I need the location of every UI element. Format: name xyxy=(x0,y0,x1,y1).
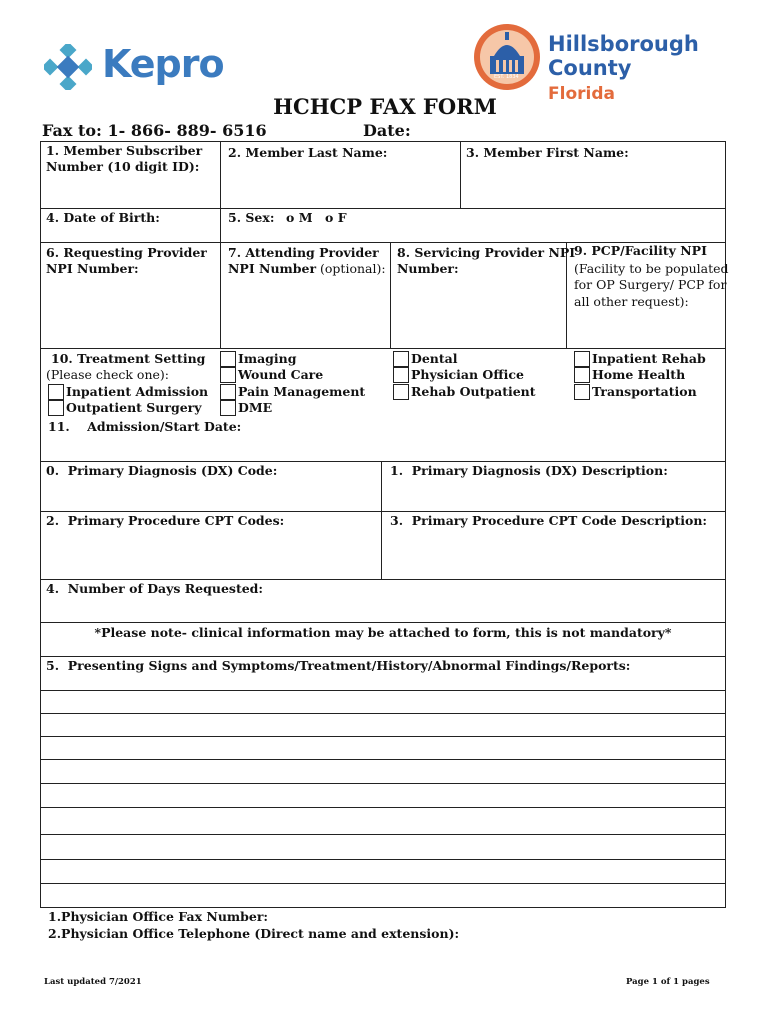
check-one-note: (Please check one): xyxy=(46,367,169,382)
hc-logo-line2: County xyxy=(548,56,632,80)
seal-text: EST. 1834 xyxy=(494,74,519,80)
member-subscriber-label: 1. Member Subscriber xyxy=(46,143,203,158)
outpatient-surgery-checkbox[interactable] xyxy=(48,400,64,416)
treatment-setting-label: 10. Treatment Setting xyxy=(51,351,206,366)
admission-start-date-field[interactable] xyxy=(230,419,724,459)
physician-fax-field[interactable] xyxy=(250,909,724,925)
cpt-codes-field[interactable] xyxy=(41,531,380,578)
days-requested-label: 4. Number of Days Requested: xyxy=(46,581,264,596)
requesting-npi-label: NPI Number: xyxy=(46,261,139,276)
kepro-logo-text: Kepro xyxy=(102,42,224,86)
inpatient-rehab-label: Inpatient Rehab xyxy=(592,351,706,366)
cpt-description-field[interactable] xyxy=(382,531,724,578)
attending-npi-optional: (optional): xyxy=(320,261,386,276)
fax-number: Fax to: 1- 866- 889- 6516 xyxy=(42,121,267,140)
dme-label: DME xyxy=(238,400,273,415)
member-id-label: Number (10 digit ID): xyxy=(46,159,200,174)
inpatient-admission-label: Inpatient Admission xyxy=(66,384,209,399)
physician-telephone-field[interactable] xyxy=(425,926,724,942)
member-last-name-field[interactable] xyxy=(221,162,459,207)
member-first-name-field[interactable] xyxy=(461,162,724,207)
inpatient-rehab-checkbox[interactable] xyxy=(574,351,590,367)
physician-telephone-label: 2.Physician Office Telephone (Direct name and extension): xyxy=(48,926,460,941)
page-number: Page 1 of 1 pages xyxy=(626,977,710,987)
date-label: Date: xyxy=(363,121,411,140)
pcp-npi-field[interactable] xyxy=(567,312,724,347)
requesting-npi-field[interactable] xyxy=(41,280,219,346)
hc-logo-line1: Hillsborough xyxy=(548,32,699,56)
home-health-label: Home Health xyxy=(592,367,686,382)
servicing-npi-label: Number: xyxy=(397,261,459,276)
sex-label: 5. Sex: xyxy=(228,210,275,225)
attending-npi-label: NPI Number xyxy=(228,261,317,276)
transportation-label: Transportation xyxy=(592,384,697,399)
last-updated: Last updated 7/2021 xyxy=(44,977,142,987)
member-last-name-label: 2. Member Last Name: xyxy=(228,145,388,160)
servicing-npi-field[interactable] xyxy=(391,280,565,346)
dental-label: Dental xyxy=(411,351,458,366)
pcp-note-line3: all other request): xyxy=(574,294,689,309)
hc-logo-florida: Florida xyxy=(548,84,615,104)
physician-office-label: Physician Office xyxy=(411,367,524,382)
dental-checkbox[interactable] xyxy=(393,351,409,367)
sex-option-female[interactable]: o F xyxy=(325,210,347,225)
transportation-checkbox[interactable] xyxy=(574,384,590,400)
admission-start-date-label: 11. Admission/Start Date: xyxy=(48,419,242,434)
clinical-info-note: *Please note- clinical information may be attached to form, this is not mandatory* xyxy=(94,625,672,640)
physician-fax-label: 1.Physician Office Fax Number: xyxy=(48,909,269,924)
inpatient-admission-checkbox[interactable] xyxy=(48,384,64,400)
presenting-signs-field[interactable] xyxy=(41,691,724,906)
imaging-label: Imaging xyxy=(238,351,297,366)
pcp-note-line2: for OP Surgery/ PCP for xyxy=(574,277,727,292)
rehab-outpatient-label: Rehab Outpatient xyxy=(411,384,536,399)
county-seal-icon xyxy=(472,22,542,92)
dob-field[interactable] xyxy=(150,210,218,240)
dx-description-field[interactable] xyxy=(382,481,724,510)
sex-option-male[interactable]: o M xyxy=(286,210,313,225)
dx-code-field[interactable] xyxy=(41,481,380,510)
attending-provider-label: 7. Attending Provider xyxy=(228,245,379,260)
cpt-codes-label: 2. Primary Procedure CPT Codes: xyxy=(46,513,285,528)
pcp-facility-label: 9. PCP/Facility NPI xyxy=(574,243,707,258)
kepro-logo xyxy=(44,40,224,94)
member-first-name-label: 3. Member First Name: xyxy=(466,145,629,160)
dx-code-label: 0. Primary Diagnosis (DX) Code: xyxy=(46,463,278,478)
home-health-checkbox[interactable] xyxy=(574,367,590,383)
requesting-provider-label: 6. Requesting Provider xyxy=(46,245,207,260)
cpt-description-label: 3. Primary Procedure CPT Code Description: xyxy=(390,513,708,528)
servicing-provider-label: 8. Servicing Provider NPI xyxy=(397,245,576,260)
wound-care-checkbox[interactable] xyxy=(220,367,236,383)
physician-office-checkbox[interactable] xyxy=(393,367,409,383)
pcp-note-line1: (Facility to be populated xyxy=(574,261,729,276)
dx-description-label: 1. Primary Diagnosis (DX) Description: xyxy=(390,463,668,478)
wound-care-label: Wound Care xyxy=(238,367,324,382)
days-requested-field[interactable] xyxy=(41,599,724,621)
pain-management-checkbox[interactable] xyxy=(220,384,236,400)
outpatient-surgery-label: Outpatient Surgery xyxy=(66,400,202,415)
hillsborough-logo xyxy=(472,22,699,104)
presenting-signs-label: 5. Presenting Signs and Symptoms/Treatment/History/Abnormal Findings/Reports: xyxy=(46,658,631,673)
attending-npi-field[interactable] xyxy=(221,280,389,346)
rehab-outpatient-checkbox[interactable] xyxy=(393,384,409,400)
form-title: HCHCP FAX FORM xyxy=(273,94,497,119)
dob-label: 4. Date of Birth: xyxy=(46,210,160,225)
pain-management-label: Pain Management xyxy=(238,384,366,399)
kepro-mark-icon xyxy=(44,44,92,90)
dme-checkbox[interactable] xyxy=(220,400,236,416)
member-id-field[interactable] xyxy=(41,176,219,206)
imaging-checkbox[interactable] xyxy=(220,351,236,367)
